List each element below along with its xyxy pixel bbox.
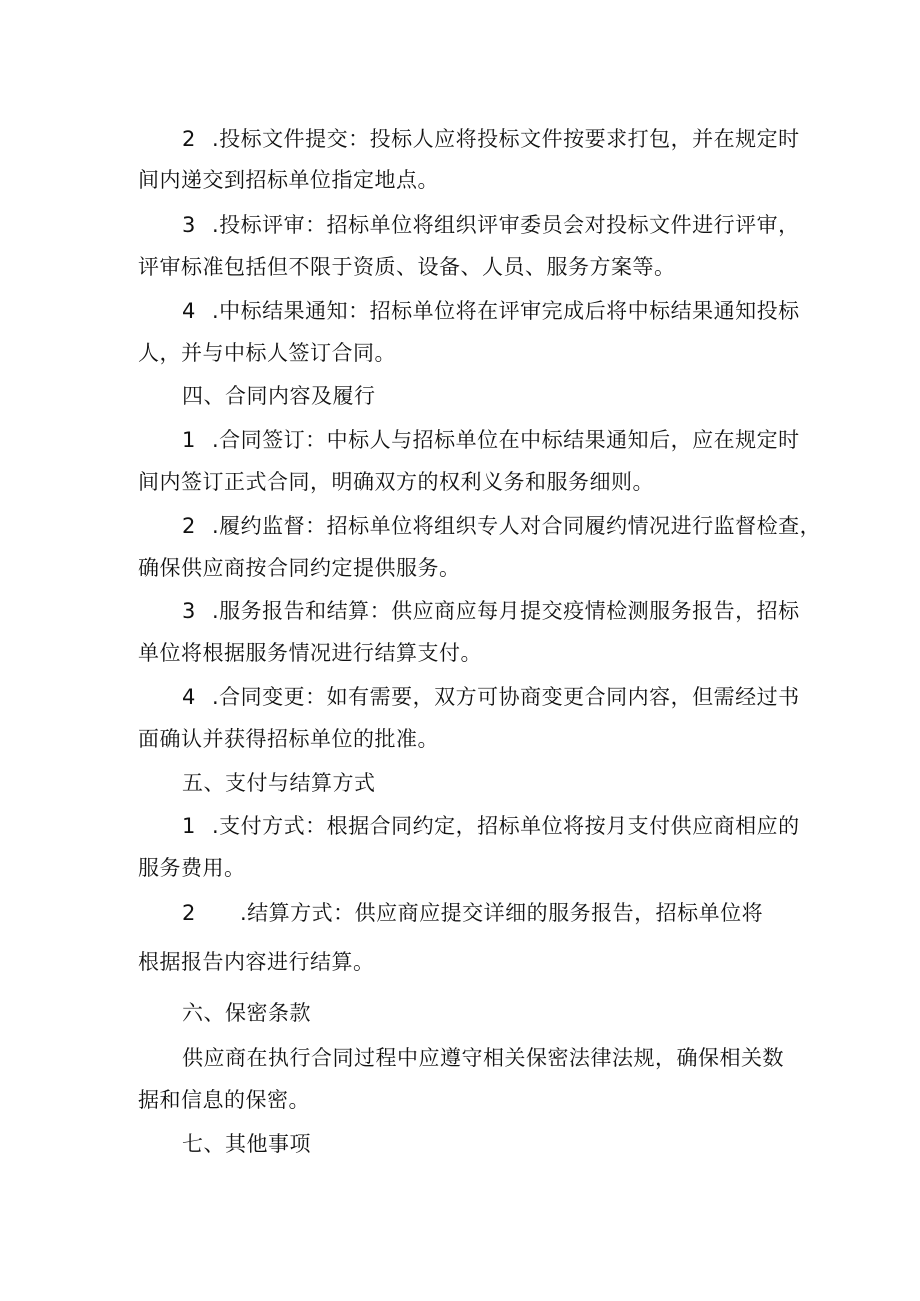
item-number: 4 — [182, 299, 196, 323]
item-number: 1 — [182, 428, 196, 452]
paragraph-payment-method-line-1 — [182, 811, 800, 841]
section-heading-6: 六、保密条款 — [182, 1001, 311, 1025]
item-number: 3 — [182, 599, 196, 623]
paragraph-3-review-line-2: 评审标准包括但不限于资质、设备、人员、服务方案等。 — [138, 255, 676, 279]
section-heading-5: 五、支付与结算方式 — [182, 771, 376, 795]
paragraph-contract-change-line-2: 面确认并获得招标单位的批准。 — [138, 727, 439, 751]
paragraph-text: .结算方式：供应商应提交详细的服务报告，招标单位将 — [240, 901, 764, 925]
paragraph-confidentiality-line-1: 供应商在执行合同过程中应遵守相关保密法律法规，确保相关数 — [182, 1046, 784, 1070]
paragraph-text: .服务报告和结算：供应商应每月提交疫情检测服务报告，招标 — [212, 599, 800, 623]
paragraph-3-review-line-1 — [182, 210, 800, 240]
paragraph-settlement-method-line-1 — [182, 898, 763, 928]
paragraph-confidentiality-line-2: 据和信息的保密。 — [138, 1088, 310, 1112]
paragraph-2-submission-line-2: 间内递交到招标单位指定地点。 — [138, 168, 439, 192]
paragraph-settlement-method-line-2: 根据报告内容进行结算。 — [138, 950, 375, 974]
paragraph-report-settlement-line-1 — [182, 596, 800, 626]
paragraph-4-notification-line-1 — [182, 296, 800, 326]
section-heading-4: 四、合同内容及履行 — [182, 384, 376, 408]
item-number: 2 — [182, 127, 196, 151]
paragraph-supervision-line-2: 确保供应商按合同约定提供服务。 — [138, 556, 461, 580]
paragraph-2-submission-line-1 — [182, 124, 800, 154]
item-number: 2 — [182, 901, 196, 925]
paragraph-text: .合同变更：如有需要，双方可协商变更合同内容，但需经过书 — [212, 685, 800, 709]
paragraph-contract-change-line-1 — [182, 682, 800, 712]
paragraph-payment-method-line-2: 服务费用。 — [138, 856, 246, 880]
section-heading-7: 七、其他事项 — [182, 1132, 311, 1156]
paragraph-text: .投标评审：招标单位将组织评审委员会对投标文件进行评审， — [212, 213, 800, 237]
item-number: 1 — [182, 814, 196, 838]
paragraph-text: .投标文件提交：投标人应将投标文件按要求打包，并在规定时 — [212, 127, 800, 151]
paragraph-contract-signing-line-1 — [182, 425, 800, 455]
paragraph-text: .合同签订：中标人与招标单位在中标结果通知后，应在规定时 — [212, 428, 800, 452]
item-number: 3 — [182, 213, 196, 237]
paragraph-report-settlement-line-2: 单位将根据服务情况进行结算支付。 — [138, 641, 482, 665]
paragraph-4-notification-line-2: 人，并与中标人签订合同。 — [138, 341, 396, 365]
item-number: 2 — [182, 514, 196, 538]
paragraph-text: .中标结果通知：招标单位将在评审完成后将中标结果通知投标 — [212, 299, 800, 323]
paragraph-text: .支付方式：根据合同约定，招标单位将按月支付供应商相应的 — [212, 814, 800, 838]
paragraph-supervision-line-1 — [182, 511, 821, 541]
item-number: 4 — [182, 685, 196, 709]
paragraph-text: .履约监督：招标单位将组织专人对合同履约情况进行监督检查， — [212, 514, 822, 538]
paragraph-contract-signing-line-2: 间内签订正式合同，明确双方的权利义务和服务细则。 — [138, 470, 654, 494]
